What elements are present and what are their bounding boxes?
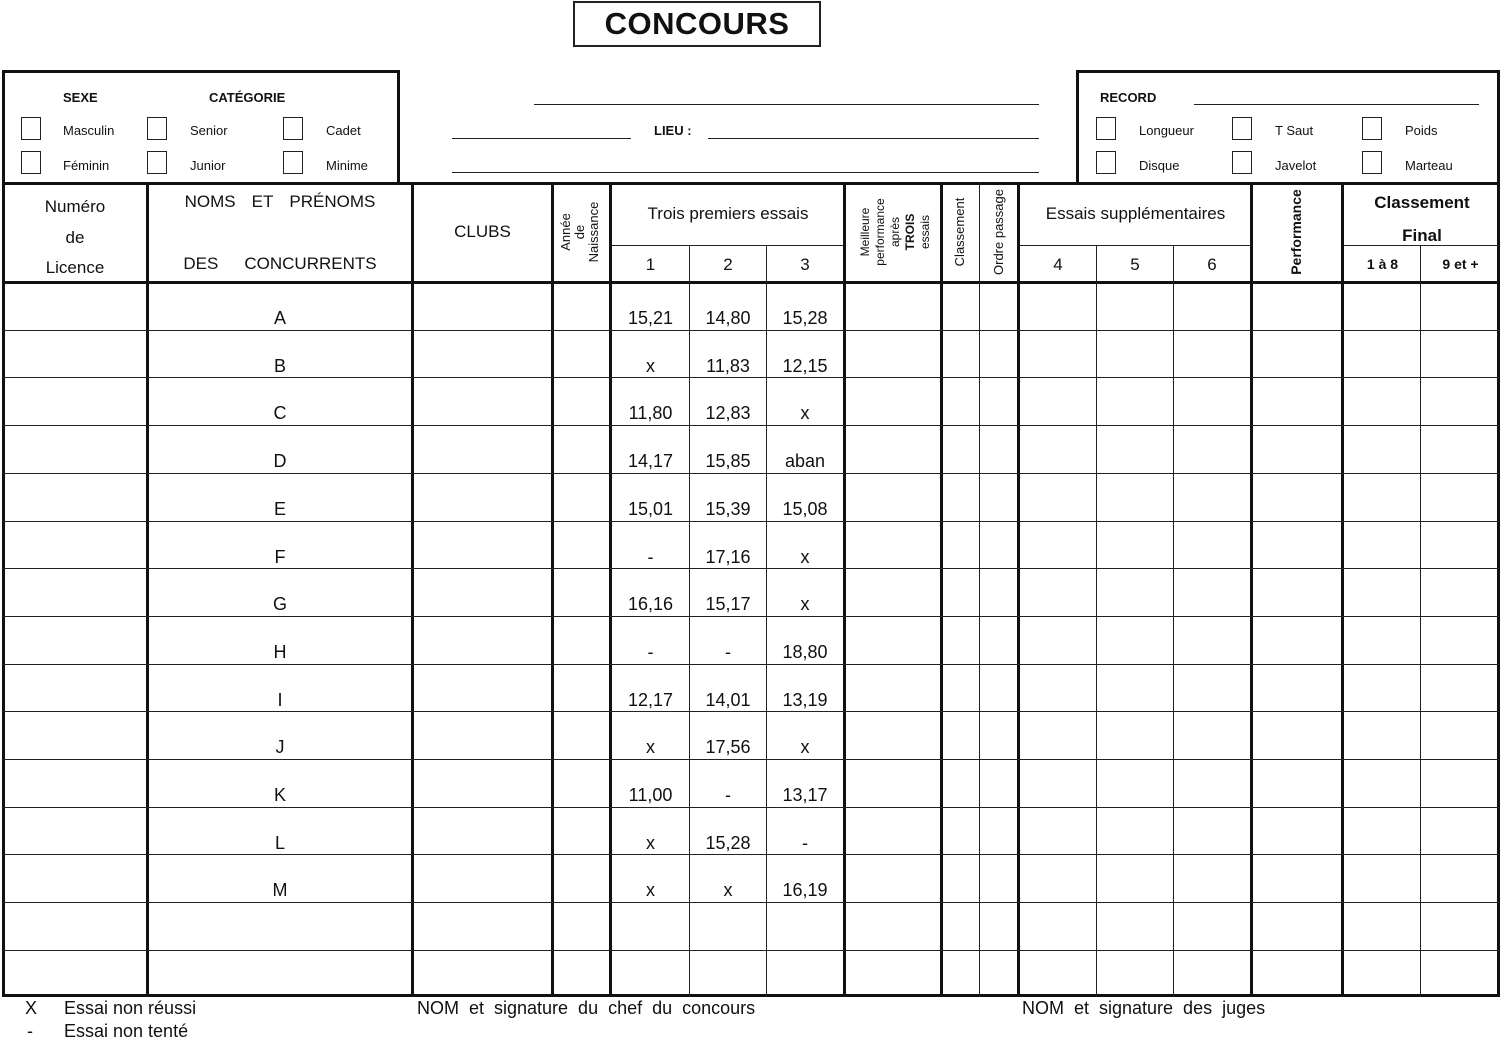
header-trial-1: 1 xyxy=(645,255,656,274)
trial-2-value: 15,17 xyxy=(705,594,751,615)
longueur-label: Longueur xyxy=(1139,123,1194,138)
chef-signature-label: NOM et signature du chef du concours xyxy=(417,998,756,1018)
row-divider xyxy=(2,854,1500,855)
competitor-name: A xyxy=(273,308,286,328)
trial-1-value: x xyxy=(646,832,655,853)
legend-x-symbol: X xyxy=(25,998,38,1018)
trial-3-value: - xyxy=(802,832,808,853)
header-trial-4: 4 xyxy=(1053,255,1063,274)
header-supplementaires: Essais supplémentaires xyxy=(1045,204,1226,223)
legend-dash-symbol: - xyxy=(27,1021,33,1041)
col-line-clubs xyxy=(551,182,554,997)
senior-label: Senior xyxy=(190,123,228,138)
header-meilleure: Meilleure performance après TROIS essais xyxy=(857,198,932,266)
trial-1-value: - xyxy=(647,641,654,662)
sexe-label: SEXE xyxy=(63,90,98,105)
col-line-t5 xyxy=(1173,245,1174,997)
trial-3-value: 13,19 xyxy=(782,689,828,710)
competitor-name: I xyxy=(277,689,283,710)
header-bottom-rule xyxy=(2,281,1500,284)
competitor-name: G xyxy=(272,594,287,615)
competitor-name: J xyxy=(275,737,285,758)
header-trial-5: 5 xyxy=(1130,255,1140,274)
trial-2-value: 12,83 xyxy=(705,403,751,424)
marteau-checkbox[interactable] xyxy=(1362,151,1382,174)
trial-3-value: 13,17 xyxy=(782,785,828,805)
minime-label: Minime xyxy=(326,158,368,173)
poids-label: Poids xyxy=(1405,123,1438,138)
header-licence: Numéro de Licence xyxy=(44,197,106,277)
trial-2-value: 14,01 xyxy=(705,689,751,710)
cadet-checkbox[interactable] xyxy=(283,117,303,140)
col-line-noms xyxy=(411,182,414,997)
trial-1-value: 16,16 xyxy=(627,594,674,615)
trial-1-value: 14,17 xyxy=(627,451,674,472)
row-divider xyxy=(2,377,1500,378)
header-clubs: CLUBS xyxy=(454,222,511,241)
row-divider xyxy=(2,473,1500,474)
header-final-9: 9 et + xyxy=(1442,256,1479,272)
trial-3-value: x xyxy=(800,737,810,758)
row-divider xyxy=(2,521,1500,522)
header-final-1: Classement xyxy=(1374,193,1470,212)
trial-1-value: 11,00 xyxy=(628,785,673,805)
competitor-name: K xyxy=(273,785,286,805)
header-noms: NOMS ET PRÉNOMS DES CONCURRENTS xyxy=(183,192,377,273)
row-divider xyxy=(2,711,1500,712)
trial-2-value: 15,39 xyxy=(705,498,751,519)
poids-checkbox[interactable] xyxy=(1362,117,1382,140)
row-divider xyxy=(2,664,1500,665)
event-name-line[interactable] xyxy=(534,104,1039,105)
trial-3-value: 15,28 xyxy=(782,308,828,328)
competitor-name: F xyxy=(274,546,286,567)
tsaut-label: T Saut xyxy=(1275,123,1314,138)
categorie-label: CATÉGORIE xyxy=(209,90,286,105)
row-divider xyxy=(2,807,1500,808)
row-divider xyxy=(2,950,1500,951)
row-divider xyxy=(2,568,1500,569)
trois-sub-rule xyxy=(611,245,844,246)
trial-2-value: - xyxy=(725,785,731,805)
trial-1-value: x xyxy=(646,880,655,901)
header-final-2: Final xyxy=(1402,226,1442,245)
trial-1-value: 15,21 xyxy=(627,308,674,328)
trial-1-value: 12,17 xyxy=(627,689,674,710)
record-label: RECORD xyxy=(1100,90,1157,105)
col-line-t3 xyxy=(843,182,846,997)
cadet-label: Cadet xyxy=(326,123,361,138)
competitor-name: E xyxy=(273,498,286,519)
disque-label: Disque xyxy=(1139,158,1180,173)
col-line-licence xyxy=(146,182,149,997)
lieu-line-left[interactable] xyxy=(452,138,631,139)
results-table xyxy=(2,182,1500,997)
competitor-name: C xyxy=(273,403,287,424)
header-annee: Année de Naissance xyxy=(558,201,601,263)
trial-3-value: aban xyxy=(784,451,826,472)
trial-3-value: x xyxy=(800,403,810,424)
row-divider xyxy=(2,330,1500,331)
masculin-checkbox[interactable] xyxy=(21,117,41,140)
legend-dash-text: Essai non tenté xyxy=(64,1021,189,1041)
row-divider xyxy=(2,902,1500,903)
trial-2-value: 15,85 xyxy=(705,451,751,472)
junior-checkbox[interactable] xyxy=(147,151,167,174)
trial-1-value: x xyxy=(646,737,655,758)
competitor-name: L xyxy=(274,832,285,853)
marteau-label: Marteau xyxy=(1405,158,1453,173)
trial-3-value: 15,08 xyxy=(782,498,828,519)
junior-label: Junior xyxy=(190,158,226,173)
feminin-label: Féminin xyxy=(63,158,110,173)
trial-1-value: 11,80 xyxy=(628,403,673,424)
trial-3-value: x xyxy=(800,594,810,615)
longueur-checkbox[interactable] xyxy=(1096,117,1116,140)
trial-2-value: 15,28 xyxy=(705,832,751,853)
col-line-annee xyxy=(609,182,612,997)
header-final-1-8: 1 à 8 xyxy=(1366,256,1399,272)
trial-1-value: 15,01 xyxy=(627,498,674,519)
trial-2-value: 17,56 xyxy=(705,737,751,758)
competitor-name: M xyxy=(272,880,288,901)
trial-1-value: x xyxy=(646,355,655,376)
header-classement: Classement xyxy=(952,197,967,267)
masculin-label: Masculin xyxy=(63,123,115,138)
record-line[interactable] xyxy=(1194,104,1479,105)
supp-sub-rule xyxy=(1018,245,1251,246)
header-performance: Performance xyxy=(1288,189,1304,275)
header-trial-6: 6 xyxy=(1207,255,1217,274)
trial-3-value: x xyxy=(800,546,810,567)
header-trois: Trois premiers essais xyxy=(647,204,809,223)
disque-checkbox[interactable] xyxy=(1096,151,1116,174)
row-divider xyxy=(2,425,1500,426)
col-line-ordre xyxy=(1017,182,1020,997)
competitor-name: H xyxy=(273,641,287,662)
competitor-name: D xyxy=(273,451,287,472)
trial-3-value: 16,19 xyxy=(782,880,828,901)
header-trial-3: 3 xyxy=(800,255,810,274)
trial-2-value: 17,16 xyxy=(705,546,751,567)
trial-2-value: 14,80 xyxy=(705,308,751,328)
col-line-t4 xyxy=(1096,245,1097,997)
trial-3-value: 12,15 xyxy=(782,355,828,376)
col-line-performance xyxy=(1341,182,1344,997)
senior-checkbox[interactable] xyxy=(147,117,167,140)
col-line-final xyxy=(1420,245,1421,997)
col-line-classement xyxy=(979,182,980,997)
javelot-label: Javelot xyxy=(1275,158,1317,173)
trial-1-value: - xyxy=(647,546,654,567)
row-divider xyxy=(2,616,1500,617)
header-trial-2: 2 xyxy=(723,255,733,274)
trial-2-value: - xyxy=(725,641,731,662)
feminin-checkbox[interactable] xyxy=(21,151,41,174)
row-divider xyxy=(2,759,1500,760)
header-ordre: Ordre passage xyxy=(991,189,1006,275)
col-line-t6 xyxy=(1250,182,1253,997)
juges-signature-label: NOM et signature des juges xyxy=(1022,998,1266,1018)
tsaut-checkbox[interactable] xyxy=(1232,117,1252,140)
col-line-meilleure xyxy=(940,182,943,997)
competitor-name: B xyxy=(273,355,286,376)
date-line[interactable] xyxy=(452,172,1039,173)
page-title: CONCOURS xyxy=(573,1,821,47)
trial-3-value: 18,80 xyxy=(782,641,828,662)
trial-2-value: x xyxy=(723,880,733,901)
legend-x-text: Essai non réussi xyxy=(64,998,197,1018)
trial-2-value: 11,83 xyxy=(706,355,750,376)
javelot-checkbox[interactable] xyxy=(1232,151,1252,174)
lieu-line-right[interactable] xyxy=(708,138,1039,139)
lieu-label: LIEU : xyxy=(654,123,692,138)
minime-checkbox[interactable] xyxy=(283,151,303,174)
